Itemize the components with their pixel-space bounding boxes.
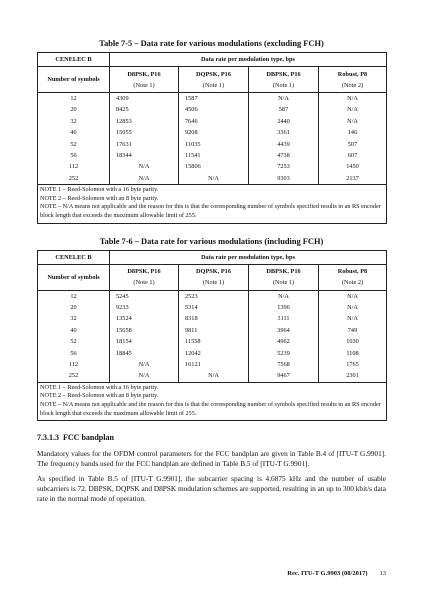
table-cell: 252 xyxy=(38,370,110,382)
table-cell: 8318 xyxy=(179,313,249,324)
table-cell: 146 xyxy=(319,127,387,138)
table-cell: 112 xyxy=(38,161,110,172)
table-cell: 32 xyxy=(38,313,110,324)
page-footer xyxy=(37,570,386,577)
table-cell: 4309 xyxy=(110,93,179,105)
body-paragraph: Mandatory values for the OFDM control parameters for the FCC bandplan are given in Table B.4 of [ITU-T G.9901]. The frequency bands used for the FCC bandplan are defined in Table B.5 of [ITU-T G.9901]. xyxy=(37,449,386,468)
table-row xyxy=(38,93,387,105)
table-note: NOTE 1 – Reed-Solomon with a 16 byte parity. xyxy=(40,383,159,391)
table-cell: N/A xyxy=(110,173,179,185)
table-cell: 18154 xyxy=(110,336,179,347)
table-cell: 56 xyxy=(38,348,110,359)
table-cell: 20 xyxy=(38,302,110,313)
table-cell: 12 xyxy=(38,93,110,105)
table-row xyxy=(38,348,387,359)
table-cell: 2137 xyxy=(319,173,387,185)
table-cell: 8425 xyxy=(110,104,179,115)
column-header: D8PSK, P16 (Note 1) xyxy=(110,67,179,93)
section-title: FCC bandplan xyxy=(63,433,114,443)
column-header: Robust, P8 (Note 2) xyxy=(319,264,387,290)
group-header: Data rate per modulation type, bps xyxy=(110,250,387,264)
table-cell: 11035 xyxy=(179,139,249,150)
table-row xyxy=(38,313,387,324)
table-cell: 12853 xyxy=(110,116,179,127)
table-row xyxy=(38,336,387,347)
table-caption: Table 7-6 – Data rate for various modulations (including FCH) xyxy=(99,236,324,246)
table-cell: 2301 xyxy=(319,370,387,382)
table-cell: 7646 xyxy=(179,116,249,127)
table-row xyxy=(38,370,387,382)
section-number: 7.3.1.3 xyxy=(37,433,59,443)
table-cell: 7253 xyxy=(249,161,319,172)
table-cell: 11558 xyxy=(179,336,249,347)
table-cell: 4506 xyxy=(179,104,249,115)
table-cell: N/A xyxy=(319,104,387,115)
table-row xyxy=(38,150,387,161)
table-cell: 507 xyxy=(319,139,387,150)
band-header: CENELEC B xyxy=(38,250,110,264)
table-cell: 4439 xyxy=(249,139,319,150)
table-cell: N/A xyxy=(110,359,179,370)
table-cell: N/A xyxy=(319,116,387,127)
table-cell: 4962 xyxy=(249,336,319,347)
table-cell: 3111 xyxy=(249,313,319,324)
column-header: DBPSK, P16 (Note 1) xyxy=(249,67,319,93)
table-cell: 252 xyxy=(38,173,110,185)
table-cell: 11541 xyxy=(179,150,249,161)
table-note: NOTE 2 – Reed-Solomon with an 8 byte parity. xyxy=(40,194,159,202)
column-header: D8PSK, P16 (Note 1) xyxy=(110,264,179,290)
table-cell: 1765 xyxy=(319,359,387,370)
table-row xyxy=(38,161,387,172)
table-notes xyxy=(38,382,387,420)
column-header: DQPSK, P16 (Note 1) xyxy=(179,67,249,93)
column-header: DBPSK, P16 (Note 1) xyxy=(249,264,319,290)
table-cell: 18845 xyxy=(110,348,179,359)
data-rate-table-excluding-fch xyxy=(37,52,387,224)
table-cell: 52 xyxy=(38,139,110,150)
document-page xyxy=(37,38,386,503)
table-cell: 2523 xyxy=(179,290,249,302)
column-header: DQPSK, P16 (Note 1) xyxy=(179,264,249,290)
table-cell: 13524 xyxy=(110,313,179,324)
table-cell: 1396 xyxy=(249,302,319,313)
table-cell: 20 xyxy=(38,104,110,115)
table-cell: 9233 xyxy=(110,302,179,313)
table-cell: 15055 xyxy=(110,127,179,138)
band-header: CENELEC B xyxy=(38,53,110,67)
table-cell: N/A xyxy=(179,370,249,382)
recommendation-id: Rec. ITU-T G.9903 (08/2017) xyxy=(287,570,368,577)
table-cell: N/A xyxy=(319,313,387,324)
table-note: NOTE 2 – Reed-Solomon with an 8 byte parity. xyxy=(40,392,159,400)
table-cell: 5239 xyxy=(249,348,319,359)
table-row xyxy=(38,116,387,127)
table-cell: 16121 xyxy=(179,359,249,370)
section-heading xyxy=(37,433,386,443)
table-cell: 9811 xyxy=(179,325,249,336)
page-number: 13 xyxy=(379,570,386,577)
table-caption: Table 7-5 – Data rate for various modulations (excluding FCH) xyxy=(99,39,324,48)
table-note: NOTE – N/A means not applicable and the reason for this is that the corresponding number of symbols specified results in an RS encoder block length that exceeds the maximum allowable limit of 255. xyxy=(40,401,381,417)
table-cell: N/A xyxy=(319,93,387,105)
table-note: NOTE – N/A means not applicable and the reason for this is that the corresponding number of symbols specified results in an RS encoder block length that exceeds the maximum allowable limit of 255. xyxy=(40,203,381,220)
table-row xyxy=(38,104,387,115)
column-header: Robust, P8 (Note 2) xyxy=(319,67,387,93)
table-cell: 12 xyxy=(38,290,110,302)
table-cell: N/A xyxy=(319,302,387,313)
table-cell: 17631 xyxy=(110,139,179,150)
row-header: Number of symbols xyxy=(38,264,110,290)
table-cell: 7568 xyxy=(249,359,319,370)
table-cell: 5245 xyxy=(110,290,179,302)
table-cell: 40 xyxy=(38,325,110,336)
group-header: Data rate per modulation type, bps xyxy=(110,53,387,67)
table-cell: N/A xyxy=(110,370,179,382)
table-row xyxy=(38,173,387,185)
table-cell: 9208 xyxy=(179,127,249,138)
table-cell: 32 xyxy=(38,116,110,127)
table-cell: 2440 xyxy=(249,116,319,127)
table-cell: 9467 xyxy=(249,370,319,382)
table-cell: 749 xyxy=(319,325,387,336)
table-cell: N/A xyxy=(319,290,387,302)
table-cell: N/A xyxy=(249,290,319,302)
table-cell: 15658 xyxy=(110,325,179,336)
table-row xyxy=(38,127,387,138)
table-cell: 1450 xyxy=(319,161,387,172)
table-cell: 40 xyxy=(38,127,110,138)
table-cell: 1030 xyxy=(319,336,387,347)
table-cell: 3361 xyxy=(249,127,319,138)
row-header: Number of symbols xyxy=(38,67,110,93)
table-cell: 56 xyxy=(38,150,110,161)
table-cell: 112 xyxy=(38,359,110,370)
table-cell: N/A xyxy=(249,93,319,105)
table-row xyxy=(38,302,387,313)
table-note: NOTE 1 – Reed-Solomon with a 16 byte parity. xyxy=(40,186,159,194)
table-cell: 4738 xyxy=(249,150,319,161)
table-cell: 607 xyxy=(319,150,387,161)
table-cell: 5314 xyxy=(179,302,249,313)
table-cell: 3964 xyxy=(249,325,319,336)
body-paragraph: As specified in Table B.5 of [ITU-T G.9901], the subcarrier spacing is 4.6875 kHz and the number of usable subcarriers is 72. DBPSK, DQPSK and D8PSK modulation schemes are supported, resulting in an up to 300 kbit/s data rate in the normal mode of operation. xyxy=(37,474,386,503)
table-cell: 1108 xyxy=(319,348,387,359)
table-notes xyxy=(38,185,387,223)
table-cell: 18344 xyxy=(110,150,179,161)
table-row xyxy=(38,325,387,336)
table-row xyxy=(38,290,387,302)
table-cell: 1587 xyxy=(179,93,249,105)
table-row xyxy=(38,359,387,370)
table-cell: 15806 xyxy=(179,161,249,172)
table-cell: N/A xyxy=(179,173,249,185)
table-cell: 9303 xyxy=(249,173,319,185)
table-cell: 587 xyxy=(249,104,319,115)
data-rate-table-including-fch xyxy=(37,250,387,422)
table-row xyxy=(38,139,387,150)
table-cell: 12042 xyxy=(179,348,249,359)
table-cell: 52 xyxy=(38,336,110,347)
table-cell: N/A xyxy=(110,161,179,172)
